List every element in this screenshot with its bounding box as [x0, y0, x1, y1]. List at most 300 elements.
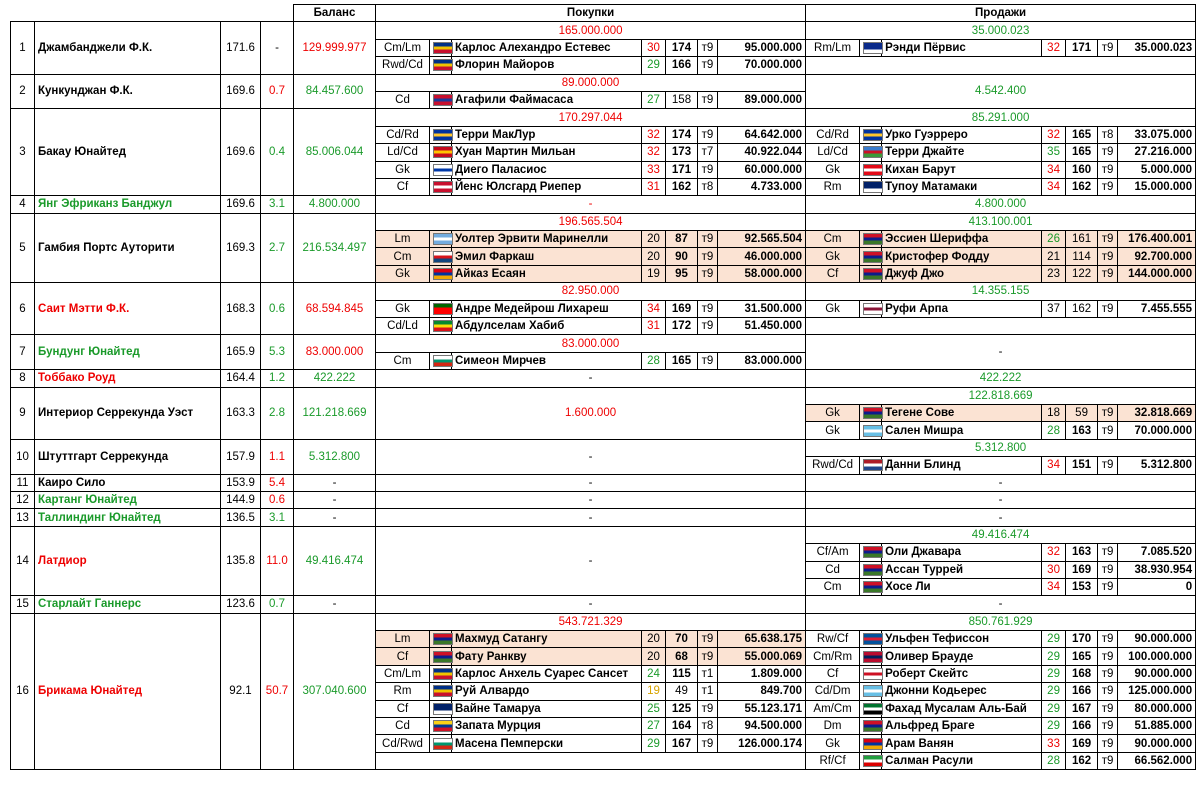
club-rank: 7: [11, 335, 35, 370]
club-name: Тоббако Роуд: [35, 370, 221, 387]
purchase-player-position: Ld/Cd: [376, 144, 430, 161]
flag-cell: [860, 404, 882, 421]
club-balance: 129.999.977: [294, 22, 376, 74]
sale-player-name: Тупоу Матамаки: [882, 178, 1042, 195]
sale-player-tier: т8: [1098, 126, 1118, 143]
purchases-total: -: [376, 491, 806, 508]
sale-player-rating: 151: [1066, 457, 1098, 474]
sale-player-rating: 163: [1066, 422, 1098, 439]
purchase-player-age: 32: [642, 144, 666, 161]
club-rank: 16: [11, 613, 35, 770]
sale-player-name: Салман Расули: [882, 752, 1042, 769]
club-row: [11, 596, 1196, 613]
sale-player-rating: 162: [1066, 752, 1098, 769]
purchase-player-price: 70.000.000: [718, 57, 806, 74]
sale-player-rating: 165: [1066, 126, 1098, 143]
club-name: Латдиор: [35, 526, 221, 596]
purchase-player-price: 40.922.044: [718, 144, 806, 161]
sale-player-name: Арам Ванян: [882, 735, 1042, 752]
club-rating: 171.6: [221, 22, 261, 74]
club-rating-change: 3.1: [261, 509, 294, 526]
club-rating: 163.3: [221, 387, 261, 439]
purchase-player-name: Карлос Алехандро Естевес: [452, 39, 642, 56]
country-flag-icon: [433, 668, 453, 680]
purchase-player-price: 46.000.000: [718, 248, 806, 265]
purchases-total: -: [376, 196, 806, 213]
sale-player-name: Альфред Браге: [882, 718, 1042, 735]
purchases-total: 89.000.000: [376, 74, 806, 91]
club-rating: 135.8: [221, 526, 261, 596]
sale-player-age: 28: [1042, 422, 1066, 439]
purchase-player-price: 94.500.000: [718, 718, 806, 735]
purchases-total: 170.297.044: [376, 109, 806, 126]
purchase-player-age: 31: [642, 178, 666, 195]
sale-player-tier: т9: [1098, 178, 1118, 195]
club-balance: 5.312.800: [294, 439, 376, 474]
flag-cell: [860, 544, 882, 561]
flag-cell: [860, 422, 882, 439]
club-row: [11, 439, 1196, 456]
purchase-player-price: 1.809.000: [718, 665, 806, 682]
sale-player-position: Cd: [806, 561, 860, 578]
club-row: [11, 335, 1196, 352]
purchase-player-age: 20: [642, 231, 666, 248]
sales-total: 4.542.400: [806, 74, 1196, 109]
club-rank: 11: [11, 474, 35, 491]
purchases-total: -: [376, 526, 806, 596]
sale-player-rating: 171: [1066, 39, 1098, 56]
sale-player-price: 7.455.555: [1118, 300, 1196, 317]
sales-total: -: [806, 596, 1196, 613]
flag-cell: [860, 665, 882, 682]
purchase-player-position: Cd/Ld: [376, 318, 430, 335]
sale-player-name: Джуф Джо: [882, 265, 1042, 282]
purchase-player-rating: 174: [666, 126, 698, 143]
sale-player-name: Сален Мишра: [882, 422, 1042, 439]
sale-player-name: Данни Блинд: [882, 457, 1042, 474]
purchase-player-rating: 68: [666, 648, 698, 665]
sale-player-price: 66.562.000: [1118, 752, 1196, 769]
sale-player-position: Rwd/Cd: [806, 457, 860, 474]
flag-cell: [430, 352, 452, 369]
purchase-player-price: 60.000.000: [718, 161, 806, 178]
country-flag-icon: [863, 251, 883, 263]
club-balance: 68.594.845: [294, 283, 376, 335]
flag-cell: [860, 700, 882, 717]
country-flag-icon: [433, 59, 453, 71]
club-rating-change: 11.0: [261, 526, 294, 596]
sale-player-position: Rm/Lm: [806, 39, 860, 56]
purchase-player-name: Хуан Мартин Мильан: [452, 144, 642, 161]
purchase-player-tier: т7: [698, 144, 718, 161]
purchase-player-price: 89.000.000: [718, 91, 806, 108]
sales-total: 122.818.669: [806, 387, 1196, 404]
sale-player-rating: 160: [1066, 161, 1098, 178]
club-rank: 5: [11, 213, 35, 283]
purchase-player-rating: 49: [666, 683, 698, 700]
purchase-player-tier: т9: [698, 57, 718, 74]
sale-player-price: 90.000.000: [1118, 631, 1196, 648]
country-flag-icon: [433, 233, 453, 245]
flag-cell: [860, 300, 882, 317]
country-flag-icon: [863, 42, 883, 54]
club-rating-change: 1.1: [261, 439, 294, 474]
sale-player-age: 29: [1042, 631, 1066, 648]
club-name: Картанг Юнайтед: [35, 491, 221, 508]
purchase-player-age: 29: [642, 735, 666, 752]
purchases-total: 165.000.000: [376, 22, 806, 39]
country-flag-icon: [863, 581, 883, 593]
club-rating-change: 3.1: [261, 196, 294, 213]
sale-player-price: 51.885.000: [1118, 718, 1196, 735]
sale-player-position: Gk: [806, 300, 860, 317]
club-rating: 168.3: [221, 283, 261, 335]
club-rating-change: 2.8: [261, 387, 294, 439]
purchase-player-tier: т9: [698, 161, 718, 178]
club-balance: 307.040.600: [294, 613, 376, 770]
club-rating: 169.6: [221, 196, 261, 213]
sale-player-tier: т9: [1098, 161, 1118, 178]
country-flag-icon: [863, 233, 883, 245]
sale-player-price: 5.312.800: [1118, 457, 1196, 474]
flag-cell: [430, 735, 452, 752]
purchase-player-name: Симеон Мирчев: [452, 352, 642, 369]
club-name: Кункунджан Ф.К.: [35, 74, 221, 109]
purchase-player-rating: 87: [666, 231, 698, 248]
purchase-player-name: Руй Алвардо: [452, 683, 642, 700]
sale-player-name: Тегене Сове: [882, 404, 1042, 421]
flag-cell: [860, 718, 882, 735]
sale-player-age: 35: [1042, 144, 1066, 161]
sale-player-rating: 166: [1066, 718, 1098, 735]
sale-player-position: Gk: [806, 161, 860, 178]
sales-total: 49.416.474: [806, 526, 1196, 543]
flag-cell: [430, 126, 452, 143]
sale-player-name: Терри Джайте: [882, 144, 1042, 161]
country-flag-icon: [863, 407, 883, 419]
sale-player-age: 32: [1042, 39, 1066, 56]
club-balance: 83.000.000: [294, 335, 376, 370]
sale-player-age: 30: [1042, 561, 1066, 578]
sale-player-position: Am/Cm: [806, 700, 860, 717]
club-balance: 49.416.474: [294, 526, 376, 596]
club-rating: 123.6: [221, 596, 261, 613]
club-rating-change: 5.3: [261, 335, 294, 370]
club-rating-change: 50.7: [261, 613, 294, 770]
sale-player-position: Dm: [806, 718, 860, 735]
sale-player-price: 35.000.023: [1118, 39, 1196, 56]
club-rating-change: -: [261, 22, 294, 74]
sale-player-tier: т9: [1098, 683, 1118, 700]
flag-cell: [860, 161, 882, 178]
flag-cell: [430, 665, 452, 682]
purchase-player-name: Диего Паласиос: [452, 161, 642, 178]
purchases-total: 1.600.000: [376, 387, 806, 439]
purchase-player-tier: т9: [698, 91, 718, 108]
club-rank: 1: [11, 22, 35, 74]
country-flag-icon: [433, 42, 453, 54]
purchase-player-tier: т9: [698, 39, 718, 56]
purchase-player-name: Абдулселам Хабиб: [452, 318, 642, 335]
flag-cell: [430, 683, 452, 700]
sale-player-position: Cf: [806, 665, 860, 682]
purchase-player-position: Cd: [376, 91, 430, 108]
sale-player-tier: т9: [1098, 457, 1118, 474]
country-flag-icon: [863, 181, 883, 193]
sale-player-position: Cd/Rd: [806, 126, 860, 143]
country-flag-icon: [863, 755, 883, 767]
club-name: Интериор Серрекунда Уэст: [35, 387, 221, 439]
purchase-player-tier: т8: [698, 718, 718, 735]
purchase-player-position: Gk: [376, 300, 430, 317]
flag-cell: [860, 248, 882, 265]
sales-total: 14.355.155: [806, 283, 1196, 300]
purchase-player-tier: т9: [698, 248, 718, 265]
purchase-player-price: 58.000.000: [718, 265, 806, 282]
purchase-player-position: Cd/Rd: [376, 126, 430, 143]
sale-player-price: 80.000.000: [1118, 700, 1196, 717]
sale-player-age: 33: [1042, 735, 1066, 752]
purchase-player-name: Айказ Есаян: [452, 265, 642, 282]
sale-player-tier: т9: [1098, 144, 1118, 161]
purchase-player-rating: 174: [666, 39, 698, 56]
purchase-player-name: Андре Медейрош Лихареш: [452, 300, 642, 317]
sales-total: 35.000.023: [806, 22, 1196, 39]
purchase-player-age: 20: [642, 648, 666, 665]
flag-cell: [430, 631, 452, 648]
country-flag-icon: [863, 425, 883, 437]
sale-player-name: Ассан Туррей: [882, 561, 1042, 578]
club-rank: 13: [11, 509, 35, 526]
purchase-player-name: Запата Мурция: [452, 718, 642, 735]
flag-cell: [860, 144, 882, 161]
club-rating: 164.4: [221, 370, 261, 387]
flag-cell: [860, 126, 882, 143]
sale-player-position: Rw/Cf: [806, 631, 860, 648]
country-flag-icon: [863, 546, 883, 558]
flag-cell: [860, 39, 882, 56]
purchase-player-position: Cm/Lm: [376, 39, 430, 56]
sale-player-age: 29: [1042, 665, 1066, 682]
sale-player-age: 26: [1042, 231, 1066, 248]
sales-total: -: [806, 474, 1196, 491]
sales-total: -: [806, 509, 1196, 526]
sale-player-age: 32: [1042, 544, 1066, 561]
sales-total: 422.222: [806, 370, 1196, 387]
purchase-player-position: Gk: [376, 161, 430, 178]
header-row: [11, 5, 1196, 22]
sale-player-name: Кристофер Фодду: [882, 248, 1042, 265]
sale-player-tier: т9: [1098, 718, 1118, 735]
sales-total: -: [806, 491, 1196, 508]
sale-player-name: Кихан Барут: [882, 161, 1042, 178]
sale-player-position: Gk: [806, 422, 860, 439]
sale-player-price: 90.000.000: [1118, 735, 1196, 752]
transfer-table: [10, 4, 1196, 770]
club-row: [11, 491, 1196, 508]
sale-player-position: Rm: [806, 178, 860, 195]
sale-player-age: 34: [1042, 578, 1066, 595]
club-row: [11, 283, 1196, 300]
purchase-player-price: 55.123.171: [718, 700, 806, 717]
sales-header: Продажи: [806, 5, 1196, 22]
sale-player-name: Джонни Кодьерес: [882, 683, 1042, 700]
sales-total: 4.800.000: [806, 196, 1196, 213]
sale-player-name: Эссиен Шериффа: [882, 231, 1042, 248]
purchase-player-name: Масена Пемперски: [452, 735, 642, 752]
sale-player-name: Руфи Арпа: [882, 300, 1042, 317]
country-flag-icon: [433, 703, 453, 715]
purchase-player-price: 4.733.000: [718, 178, 806, 195]
country-flag-icon: [433, 685, 453, 697]
club-balance: 85.006.044: [294, 109, 376, 196]
sale-player-rating: 59: [1066, 404, 1098, 421]
purchase-player-rating: 70: [666, 631, 698, 648]
club-name: Старлайт Ганнерс: [35, 596, 221, 613]
purchase-player-tier: т9: [698, 126, 718, 143]
club-name: Каиро Сило: [35, 474, 221, 491]
club-rank: 9: [11, 387, 35, 439]
sale-player-rating: 168: [1066, 665, 1098, 682]
sale-player-rating: 167: [1066, 700, 1098, 717]
purchase-player-rating: 164: [666, 718, 698, 735]
country-flag-icon: [433, 320, 453, 332]
club-rank: 15: [11, 596, 35, 613]
sale-player-rating: 122: [1066, 265, 1098, 282]
flag-cell: [430, 57, 452, 74]
purchases-total: 82.950.000: [376, 283, 806, 300]
country-flag-icon: [433, 633, 453, 645]
club-rank: 12: [11, 491, 35, 508]
flag-cell: [860, 231, 882, 248]
sale-player-price: 125.000.000: [1118, 683, 1196, 700]
club-rating-change: 0.4: [261, 109, 294, 196]
country-flag-icon: [863, 633, 883, 645]
purchase-player-tier: т9: [698, 352, 718, 369]
sale-player-name: Роберт Скейтс: [882, 665, 1042, 682]
purchase-player-position: Cf: [376, 648, 430, 665]
sale-player-tier: т9: [1098, 665, 1118, 682]
purchase-player-name: Карлос Анхель Суарес Сансет: [452, 665, 642, 682]
sale-player-rating: 114: [1066, 248, 1098, 265]
country-flag-icon: [863, 564, 883, 576]
club-balance: -: [294, 596, 376, 613]
sale-player-tier: т9: [1098, 544, 1118, 561]
club-name: Гамбия Портс Ауторити: [35, 213, 221, 283]
country-flag-icon: [863, 738, 883, 750]
purchase-player-age: 27: [642, 91, 666, 108]
sale-player-tier: т9: [1098, 735, 1118, 752]
purchase-player-price: 65.638.175: [718, 631, 806, 648]
club-balance: 422.222: [294, 370, 376, 387]
club-row: [11, 509, 1196, 526]
club-name: Бундунг Юнайтед: [35, 335, 221, 370]
sale-player-rating: 170: [1066, 631, 1098, 648]
purchase-player-tier: т8: [698, 178, 718, 195]
club-rating: 144.9: [221, 491, 261, 508]
purchase-player-name: Терри МакЛур: [452, 126, 642, 143]
purchase-player-age: 32: [642, 126, 666, 143]
sales-total: 413.100.001: [806, 213, 1196, 230]
club-rank: 8: [11, 370, 35, 387]
flag-cell: [860, 752, 882, 769]
purchase-player-age: 31: [642, 318, 666, 335]
purchases-total: -: [376, 596, 806, 613]
sale-player-position: Cm/Rm: [806, 648, 860, 665]
sale-player-tier: т9: [1098, 248, 1118, 265]
sale-player-age: 34: [1042, 161, 1066, 178]
club-rating-change: 0.6: [261, 491, 294, 508]
purchase-player-name: Йенс Юлсгард Риепер: [452, 178, 642, 195]
flag-cell: [430, 300, 452, 317]
sale-player-age: 34: [1042, 178, 1066, 195]
club-name: Штуттгарт Серрекунда: [35, 439, 221, 474]
purchases-header: Покупки: [376, 5, 806, 22]
sale-player-price: 70.000.000: [1118, 422, 1196, 439]
sale-player-tier: т9: [1098, 578, 1118, 595]
country-flag-icon: [433, 355, 453, 367]
club-rating-change: 2.7: [261, 213, 294, 283]
club-rating: 165.9: [221, 335, 261, 370]
sale-player-age: 37: [1042, 300, 1066, 317]
flag-cell: [860, 631, 882, 648]
club-balance: 84.457.600: [294, 74, 376, 109]
sale-player-name: Ульфен Тефиссон: [882, 631, 1042, 648]
sale-player-age: 34: [1042, 457, 1066, 474]
country-flag-icon: [863, 459, 883, 471]
sale-player-rating: 162: [1066, 178, 1098, 195]
sale-player-rating: 161: [1066, 231, 1098, 248]
sale-player-rating: 166: [1066, 683, 1098, 700]
sale-player-name: Оли Джавара: [882, 544, 1042, 561]
sale-player-position: Cd/Dm: [806, 683, 860, 700]
sale-player-age: 29: [1042, 683, 1066, 700]
purchase-player-price: 55.000.069: [718, 648, 806, 665]
flag-cell: [430, 718, 452, 735]
club-row: [11, 370, 1196, 387]
purchase-player-position: Lm: [376, 631, 430, 648]
sale-player-tier: т9: [1098, 561, 1118, 578]
flag-cell: [430, 231, 452, 248]
sale-player-tier: т9: [1098, 265, 1118, 282]
flag-cell: [860, 178, 882, 195]
purchase-player-tier: т1: [698, 683, 718, 700]
country-flag-icon: [433, 129, 453, 141]
club-row: [11, 74, 1196, 91]
sales-total: 5.312.800: [806, 439, 1196, 456]
purchase-player-rating: 167: [666, 735, 698, 752]
purchase-player-rating: 169: [666, 300, 698, 317]
sale-player-position: Rf/Cf: [806, 752, 860, 769]
sale-player-tier: т9: [1098, 648, 1118, 665]
sale-player-tier: т9: [1098, 700, 1118, 717]
flag-cell: [860, 561, 882, 578]
purchase-player-age: 33: [642, 161, 666, 178]
sale-player-age: 29: [1042, 648, 1066, 665]
sale-player-price: 33.075.000: [1118, 126, 1196, 143]
flag-cell: [860, 265, 882, 282]
sale-player-name: Рэнди Пёрвис: [882, 39, 1042, 56]
flag-cell: [430, 700, 452, 717]
flag-cell: [860, 683, 882, 700]
sale-player-age: 21: [1042, 248, 1066, 265]
country-flag-icon: [433, 251, 453, 263]
sale-player-position: Cf: [806, 265, 860, 282]
purchase-player-rating: 90: [666, 248, 698, 265]
sale-player-price: 176.400.001: [1118, 231, 1196, 248]
purchase-player-tier: т1: [698, 665, 718, 682]
purchase-player-rating: 95: [666, 265, 698, 282]
